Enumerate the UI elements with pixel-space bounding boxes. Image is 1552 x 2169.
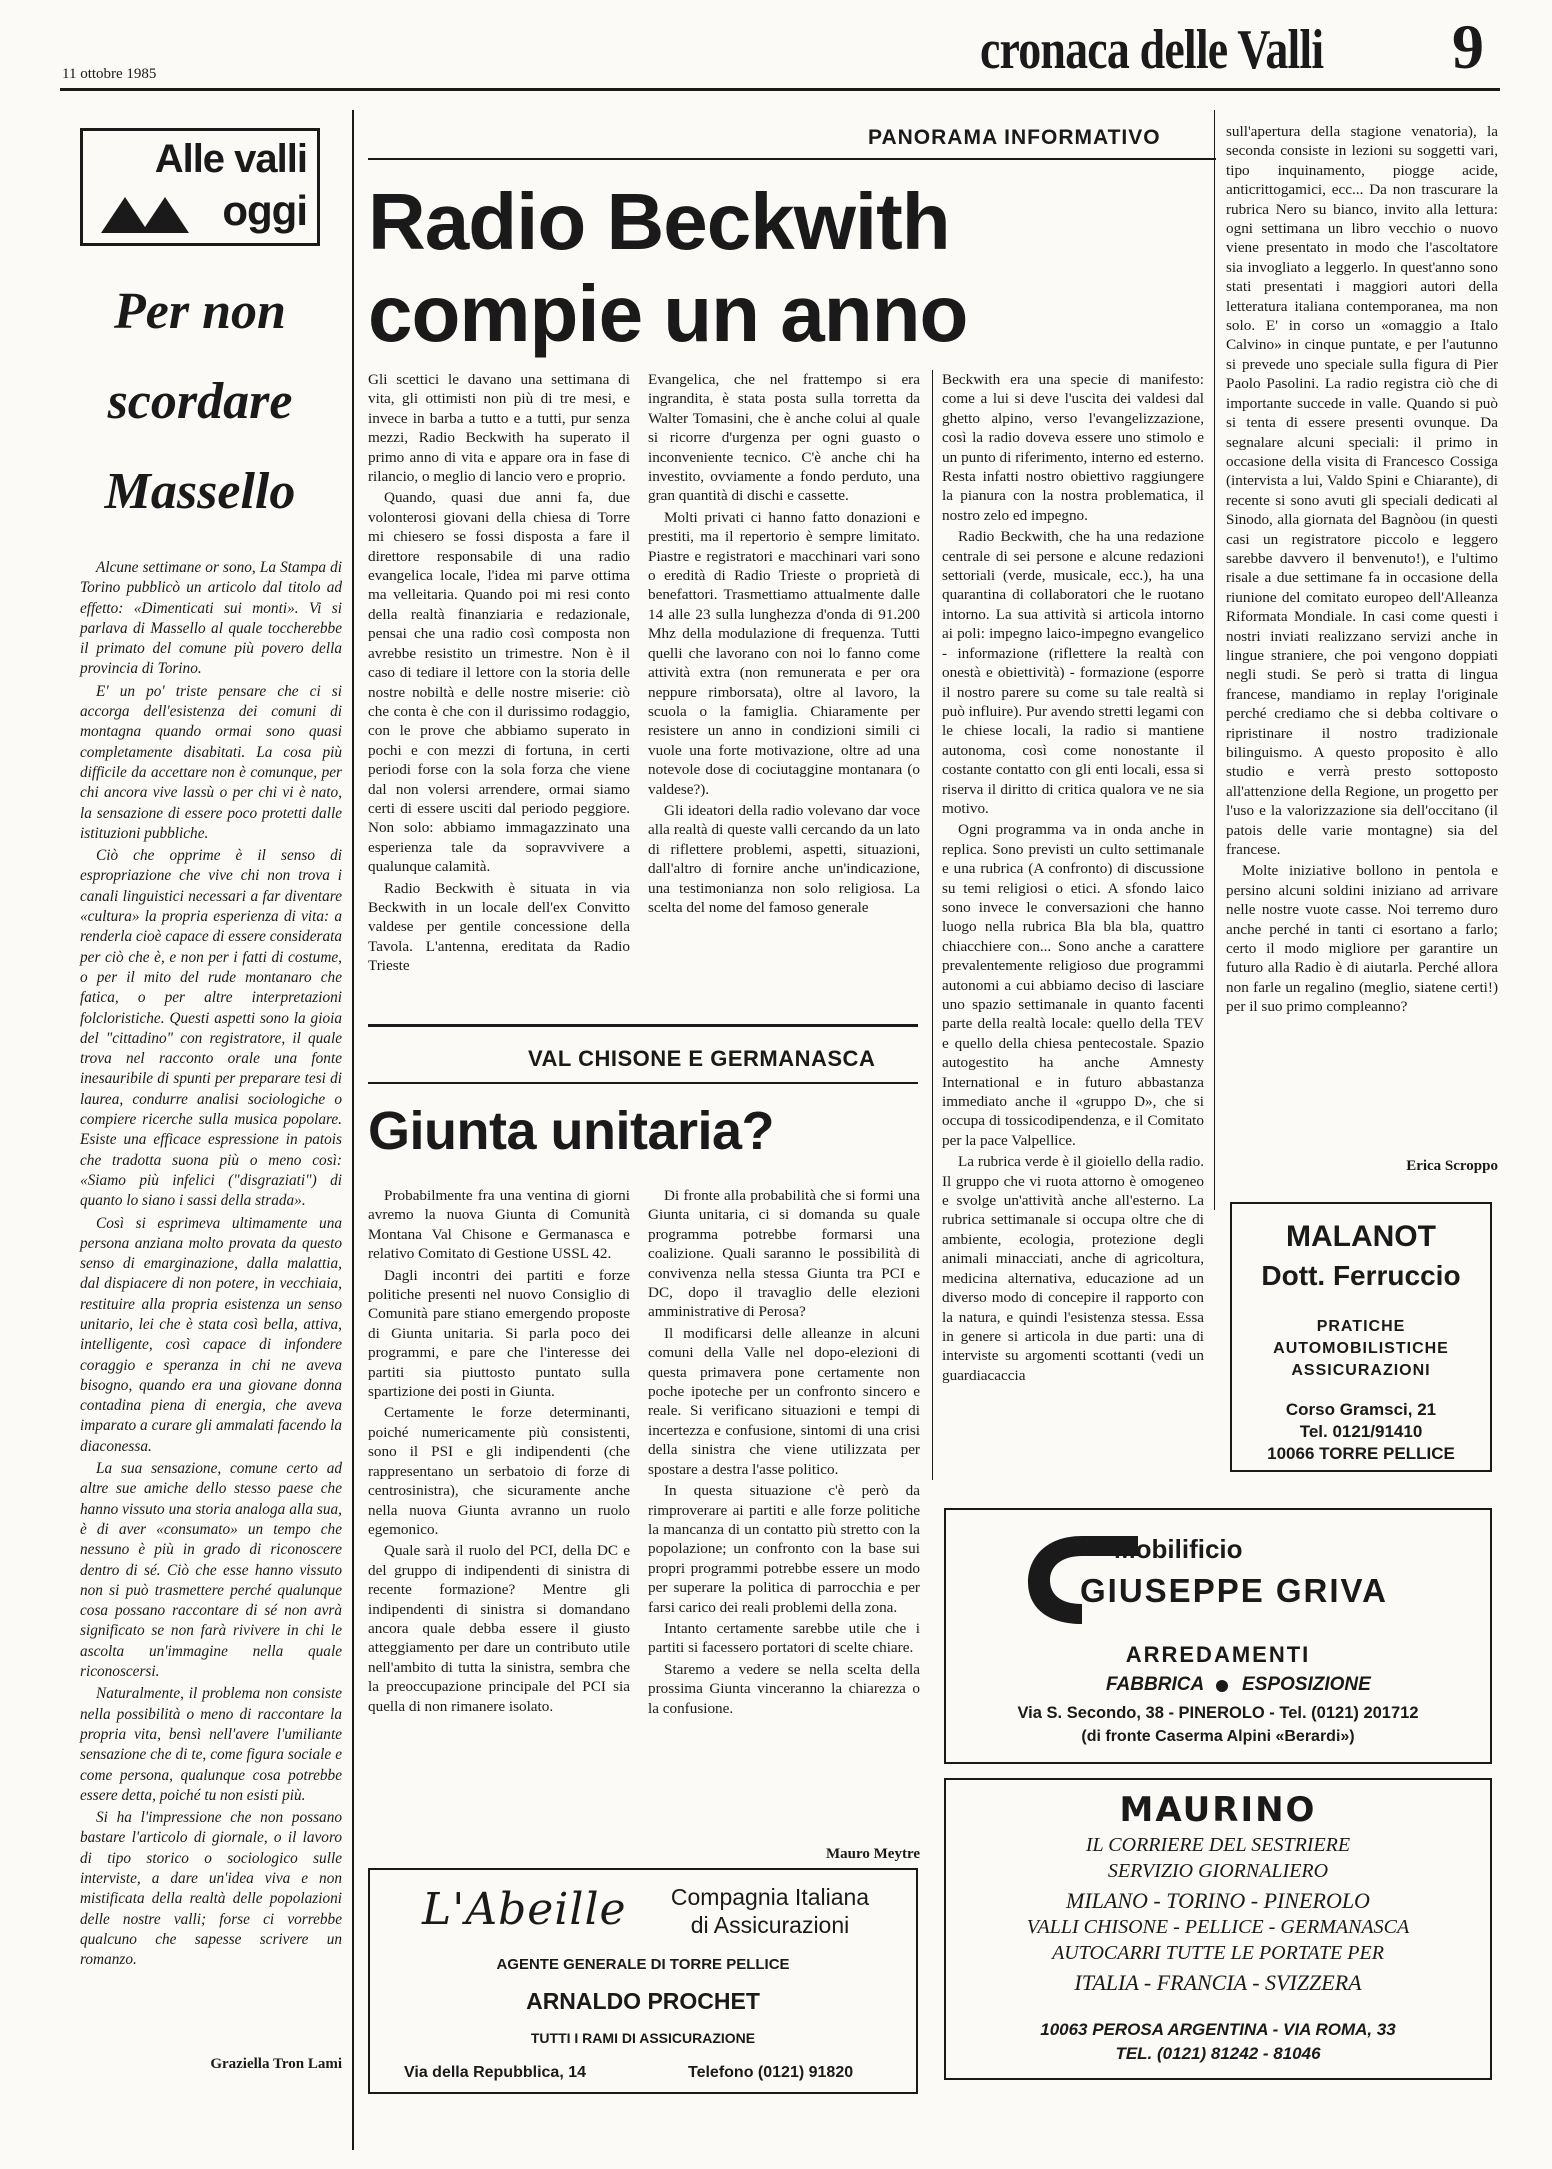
giunta-article-author: Mauro Meytre xyxy=(826,1846,920,1862)
left-article-title-line3: Massello xyxy=(104,463,296,520)
paragraph: La rubrica verde è il gioiello della radio. Il gruppo che vi ruota attorno è omogeneo e svolge un'attività anche all'esterno. La rubrica settimanale si occupa oltre che di ambiente, ecologia, protezione degli animali minacciati, anche di agricoltura, medicina alternativa, educazione ad un diverso modo di concepire il rapporto con la natura, e quindi l'esistenza stessa. Essa in genere si articola in due parti: una di interviste su argomenti scottanti (vedi un guardiacaccia xyxy=(942,1153,1204,1384)
abeille-agency: AGENTE GENERALE DI TORRE PELLICE xyxy=(496,1956,790,1973)
page-number: 9 xyxy=(1452,11,1484,82)
paragraph: sull'apertura della stagione venatoria), la seconda consiste in lezioni su soggetti vari, tipo inquinamento, piogge acide, anticrittogamici, ecc... Da non trascurare la rubrica Nero su bianco, invito alla lettura: ogni settimana un libro vecchio o nuovo viene presentato in modo che l'ascoltatore sia invogliato a leggerlo. In quest'anno sono stati presentati i maggiori autori della letteratura italiana contemporanea, ma non solo. E' in corso un «omaggio a Italo Calvino» in cinque puntate, e per l'autunno si prevede uno speciale sulla figura di Pier Paolo Pasolini. La radio registra ciò che di importante succede in valle. Quando si può si tenta di essere presenti ovunque. Da segnalare alcuni speciali: il primo in occasione della visita di Francesco Cossiga (intervista a lui, Valdo Spini e Chiarante), di recente si sono avuti gli speciali dedicati al Sinodo, alla giornata del Bagnòou (in questi casi un registratore piccolo e leggero sarebbe davvero il benvenuto!), e l'ultimo risale a due settimane fa in occasione della riunione del comitato europeo dell'Alleanza Riformata Mondiale. In casi come questi i nostri inviati realizzano servizi anche in lingue straniere, che poi vengono doppiati negli studi. Se però si tratta di lingua francese, mandiamo in replay l'originale perché crediamo che si debba coltivare o ripristinare il nostro tradizionale bilinguismo. A questo proposito è allo studio e verrà presto sottoposto all'attenzione della Regione, un progetto per l'uso e la valorizzazione sia dell'occitano (il patois delle varie montagne) sia del francese. xyxy=(1226,123,1498,859)
paragraph: Ogni programma va in onda anche in replica. Sono previsti un culto settimanale e una rubrica (A confronto) di discussione su temi religiosi o etici. A sfondo laico sono invece le conversazioni che hanno luogo nella rubrica Bla bla bla, quattro chiacchiere con... Sono anche a carattere prevalentemente religioso due programmi autonomi a cui abbiamo deciso di lasciare uno spazio settimanale in quanto facenti parte della realtà locale: quello della TEV e quello della chiesa pentecostale. Spazio autogestito ha anche Amnesty International e in futuro abbastanza immediato anche il «gruppo D», che si occupa di tossicodipendenza, e il Comitato per la pace Valpellice. xyxy=(942,821,1204,1149)
radio-article-author: Erica Scroppo xyxy=(1406,1158,1498,1174)
radio-kicker: PANORAMA INFORMATIVO xyxy=(868,126,1161,149)
radio-col-divider xyxy=(932,370,933,1480)
paragraph: Ciò che opprime è il senso di espropriazione che vive chi non trova i canali linguistici necessari a far diventare «cultura» la propria esperienza di vita: a renderla cioè capace di essere considerata per ciò che è, e non per i fatti di costume, o per il mito del rude montanaro che fatica, o per altre interpretazioni folcloristiche. Questi aspetti sono la gioia del "cittadino" con registratore, il quale trova nel racconto orale una fonte inesauribile di spunti per preparare tesi di laurea, condurre analisi sociologiche o compiere ricerche sulla musica popolare. Esiste una efficace espressione in patois che tradotta suona più o meno così: «Siamo più infelici ("disgraziati") di quanto lo siano i sassi della strada». xyxy=(80,847,342,1210)
logo-text-line1: Alle valli xyxy=(154,137,307,181)
paragraph: Dagli incontri dei partiti e forze politiche presenti nel nuovo Consiglio di Comunità pare stiano emergendo proposte di Giunta unitaria. Si parla poco dei programmi, e pare che l'interesse dei partiti sia piuttosto puntato sulla spartizione dei posti in Giunta. xyxy=(368,1266,630,1401)
paragraph: Certamente le forze determinanti, poiché numericamente più consistenti, sono il PSI e gli indipendenti (che rappresentano un serbatoio di forze di centrosinistra), che sicuramente anche nella nuova Giunta avranno un ruolo egemonico. xyxy=(368,1404,630,1538)
paragraph: In questa situazione c'è però da rimproverare ai partiti e alle forze politiche la mancanza di un contatto più stretto con la popolazione; un confronto con la base sui propri programmi potrebbe essere un modo per superare la politica di parrocchia e per farsi carico dei reali problemi della zona. xyxy=(648,1482,920,1616)
griva-sub-left: FABBRICA xyxy=(1106,1674,1205,1695)
left-article-title-line2: scordare xyxy=(107,373,293,430)
abeille-logo: L'Abeille xyxy=(422,1884,627,1935)
griva-address: Via S. Secondo, 38 - PINEROLO - Tel. (0121) 201712 xyxy=(1017,1704,1419,1722)
abeille-phone: Telefono (0121) 91820 xyxy=(688,2064,854,2081)
paragraph: Molti privati ci hanno fatto donazioni e prestiti, ma il repertorio è sempre limitato. Piastre e registratori e macchinari vari sono o eredità di Radio Trieste o proprietà di benefattori. Trasmettiamo attualmente dalle 14 alle 23 sulla lunghezza d'onda di 91.200 Mhz della modulazione di frequenza. Tutti quelli che lavorano con noi lo fanno come attività extra (non remunerata e per ora neppure rimborsata), oltre al lavoro, la scuola o la famiglia. Chiaramente per resistere un anno in condizioni simili ci vuole una forte motivazione, oltre ad una notevole dose di cociutaggine montanara (o valdese?). xyxy=(648,508,920,798)
malanot-subtitle: Dott. Ferruccio xyxy=(1261,1260,1461,1291)
maurino-line5: AUTOCARRI TUTTE LE PORTATE PER xyxy=(1052,1942,1384,1964)
maurino-line1: IL CORRIERE DEL SESTRIERE xyxy=(1085,1834,1351,1856)
giunta-kicker: VAL CHISONE E GERMANASCA xyxy=(528,1046,876,1071)
abeille-branches: TUTTI I RAMI DI ASSICURAZIONE xyxy=(530,2030,756,2046)
paragraph: Alcune settimane or sono, La Stampa di Torino pubblicò un articolo dal titolo ad effetto: «Dimenticati sui monti». Vi si parlava di Massello al quale toccherebbe il primato del comune più povero della provincia di Torino. xyxy=(80,559,342,678)
paragraph: Di fronte alla probabilità che si formi una Giunta unitaria, ci si domanda su quale programma potrebbe formarsi una coalizione. Quali saranno le possibilità di convivenza nella stessa Giunta tra PCI e DC, dopo il travaglio delle elezioni amministrative di Perosa? xyxy=(648,1187,920,1321)
paragraph: Si ha l'impressione che non possano bastare l'articolo di giornale, o il lavoro di tipo storico o sociologico sulle interviste, a dare un'idea viva e non mistificata della realtà delle popolazioni delle nostre valli; forse ci vorrebbe qualcuno che sapesse scrivere un romanzo. xyxy=(80,1809,342,1969)
paragraph: Gli ideatori della radio volevano dar voce alla realtà di queste valli cercando da un lato di riflettere problemi, aspetti, situazioni, dall'altro di fornire anche un'indicazione, una testimonianza non solo religiosa. La scelta del nome del famoso generale xyxy=(648,801,920,916)
paragraph: Intanto certamente sarebbe utile che i partiti si facessero portatori di scelte chiare. xyxy=(648,1619,920,1657)
radio-body-col3 xyxy=(942,370,1204,1387)
radio-body-col4 xyxy=(1226,122,1498,1019)
ad-griva xyxy=(944,1508,1492,1764)
left-article-body xyxy=(80,558,342,1972)
giunta-body-col2 xyxy=(648,1186,920,1720)
maurino-line3: MILANO - TORINO - PINEROLO xyxy=(1066,1888,1370,1913)
radio-title-line1: Radio Beckwith xyxy=(368,177,950,266)
giunta-kicker-rule xyxy=(368,1082,918,1084)
radio-body-col1 xyxy=(368,370,630,978)
paragraph: Così si esprimeva ultimamente una persona anziana molto provata da questo senso di emarginazione, dalla malattia, dal dispiacere di non potere, in vecchiaia, restituire alla propria esistenza un senso unitario, lei che è stata così bella, attiva, intelligente, così capace di infondere coraggio e speranza in chi ne aveva bisogno, quando era una giovane donna contadina piena di energia, che aveva imparato a curare gli ammalati facendo la diaconessa. xyxy=(80,1214,342,1455)
malanot-city: 10066 TORRE PELLICE xyxy=(1267,1444,1455,1463)
mountains-icon xyxy=(101,193,193,233)
griva-note: (di fronte Caserma Alpini «Berardi») xyxy=(1081,1728,1355,1745)
giunta-title: Giunta unitaria? xyxy=(368,1101,775,1161)
bullet-icon xyxy=(1216,1680,1228,1692)
paragraph: Radio Beckwith, che ha una redazione centrale di sei persone e alcune redazioni settoriali (verde, musicale, ecc.), ha una quarantina di collaboratori che le ruotano intorno. La sua attività si articola intorno ai poli: impegno laico-impegno evangelico - informazione (riflettere la realtà con onestà e obiettività) - formazione (esporre il nostro parere su come su tale realtà si può influire). Pur avendo stretti legami con le chiese locali, la radio si mantiene autonoma, così come nonostante il costante contatto con gli enti locali, essa si riserva il diritto di critica qualora ve ne sia motivo. xyxy=(942,528,1204,817)
paragraph: Evangelica, che nel frattempo si era ingrandita, è stata posta sulla torretta da Walter Tomasini, che è anche colui al quale si ricorre d'urgenza per ogni guasto o inconveniente tecnico. C'è anche chi ha investito, ovviamente a fondo perduto, una gran quantità di dischi e cassette. xyxy=(648,371,920,505)
maurino-line4: VALLI CHISONE - PELLICE - GERMANASCA xyxy=(1026,1916,1410,1938)
giunta-body-col1 xyxy=(368,1186,630,1718)
malanot-name: MALANOT xyxy=(1286,1220,1436,1253)
paragraph: Staremo a vedere se nella scelta della prossima Giunta vinceranno la chiarezza o la confusione. xyxy=(648,1660,920,1717)
maurino-address: 10063 PEROSA ARGENTINA - VIA ROMA, 33 xyxy=(1040,2020,1396,2039)
left-article-author: Graziella Tron Lami xyxy=(210,2056,342,2072)
right-column-divider xyxy=(1214,110,1215,1210)
paragraph: Radio Beckwith è situata in via Beckwith in un locale dell'ex Convitto valdese per gentile concessione della Tavola. L'antenna, ereditata da Radio Trieste xyxy=(368,879,630,975)
griva-brand-small: Mobilificio xyxy=(1114,1534,1243,1564)
malanot-service-2: AUTOMOBILISTICHE xyxy=(1273,1340,1449,1357)
malanot-service-1: PRATICHE xyxy=(1316,1318,1406,1335)
paragraph: E' un po' triste pensare che ci si accorga dell'esistenza dei comuni di montagna quando ormai sono quasi completamente disabitati. La cosa più difficile da accettare non è comunque, per chi ancora vive lassù o per chi vi è nato, la sensazione di essere poco protetti dalle istituzioni pubbliche. xyxy=(80,682,342,842)
maurino-line6: ITALIA - FRANCIA - SVIZZERA xyxy=(1074,1970,1362,1995)
paragraph: Beckwith era una specie di manifesto: come a lui si deve l'uscita dei valdesi dal ghetto alpino, verso l'evangelizzazione, così la radio doveva essere uno stimolo e un punto di riferimento, interno ed esterno. Resta infatti nostro obiettivo raggiungere la pianura con la nostra problematica, il nostro zelo ed impegno. xyxy=(942,371,1204,524)
maurino-name: MAURINO xyxy=(1119,1790,1317,1830)
issue-date: 11 ottobre 1985 xyxy=(62,66,157,82)
column-divider xyxy=(352,110,354,2150)
ad-malanot xyxy=(1230,1202,1492,1472)
ad-abeille xyxy=(368,1868,918,2094)
section-logo-box xyxy=(80,128,320,246)
paragraph: Quale sarà il ruolo del PCI, della DC e del gruppo di indipendenti di sinistra di recente formazione? Mentre gli indipendenti di sinistra si domandano ancora quale debba essere il giusto atteggiamento per dare un contributo utile nell'ambito di tutta la sinistra, sembra che la preoccupazione principale del PCI sia quella di non rimanere isolato. xyxy=(368,1542,630,1715)
abeille-company-2: di Assicurazioni xyxy=(690,1912,850,1938)
left-article-title-line1: Per non xyxy=(114,283,286,340)
masthead-title: cronaca delle Valli xyxy=(980,19,1324,81)
kicker-rule xyxy=(368,158,1216,160)
giunta-top-rule xyxy=(368,1024,918,1027)
abeille-company-1: Compagnia Italiana xyxy=(670,1884,870,1910)
masthead-rule xyxy=(60,88,1500,91)
paragraph: Il modificarsi delle alleanze in alcuni comuni della Valle nel dopo-elezioni di questa primavera pone certamente non poche ipoteche per un confronto sincero e reale. Si verificano situazioni e tempi di incertezza e confusione, sintomi di una crisi della sinistra che viene utilizzata per spostare a destra l'asse politico. xyxy=(648,1324,920,1478)
radio-title-line2: compie un anno xyxy=(368,269,968,358)
griva-sub-right: ESPOSIZIONE xyxy=(1242,1674,1371,1695)
radio-body-col2 xyxy=(648,370,920,919)
paragraph: Molte iniziative bollono in pentola e persino alcuni soldini iniziano ad arrivare nelle nostre vuote casse. Noi terremo duro anche perché in tanti ci esortano a farlo; certo il modo migliore per garantire un futuro alla Radio è di aiutarla. Perché allora non farle un regalino (meglio, siatene certi!) per il suo primo compleanno? xyxy=(1226,862,1498,1016)
paragraph: La sua sensazione, comune certo ad altre sue amiche dello stesso paese che hanno vissuto una storia analoga alla sua, è di aver «consumato» un tempo che nessuno è più in grado di riconoscere dentro di sé. Ciò che esse hanno vissuto non si può trasmettere perché qualunque cosa possano raccontare di sé non avrà significato se non farà rivivere in chi le ascolta un'immagine nella quale riconoscersi. xyxy=(80,1460,342,1681)
ad-maurino xyxy=(944,1778,1492,2080)
maurino-phone: TEL. (0121) 81242 - 81046 xyxy=(1115,2044,1321,2063)
paragraph: Gli scettici le davano una settimana di vita, gli ottimisti non più di tre mesi, e invece in barba a tutto e a tutti, pur senza mezzi, Radio Beckwith ha superato il primo anno di vita e appare ora in fase di rilancio, o meglio di lancio vero e proprio. xyxy=(368,371,630,486)
abeille-agent: ARNALDO PROCHET xyxy=(526,1988,760,2014)
abeille-address: Via della Repubblica, 14 xyxy=(404,2064,586,2081)
malanot-address: Corso Gramsci, 21 xyxy=(1285,1400,1437,1419)
paragraph: Naturalmente, il problema non consiste nella possibilità o meno di raccontare la propria vita, bensì nell'avere l'umiliante sensazione che di te, come figura sociale e come persona, qualunque cosa potrebbe essere detta, poiché tu non esisti più. xyxy=(80,1685,342,1804)
griva-headline: ARREDAMENTI xyxy=(1125,1642,1311,1667)
malanot-service-3: ASSICURAZIONI xyxy=(1291,1362,1431,1379)
paragraph: Quando, quasi due anni fa, due volonterosi giovani della chiesa di Torre mi chiesero se fossi disposta a fare il direttore responsabile di una radio evangelica locale, l'idea mi parve ottima ma velleitaria. Quando poi mi resi conto della realtà finanziaria e redazionale, pensai che una radio così composta non avrebbe resistito un trimestre. Non è il caso di tediare il lettore con la storia delle nostre nobiltà e delle nostre miserie: ciò che conta è che con il durissimo rodaggio, con le prove che abbiamo superato in pochi e con mezzi di fortuna, in certi periodi forse con la sola forza che viene dal non volersi arrendere, ormai siamo certi di essere usciti dal periodo peggiore. Non solo: abbiamo immagazzinato una esperienza tale da sopravvivere a qualunque calamità. xyxy=(368,489,630,876)
griva-brand-big: GIUSEPPE GRIVA xyxy=(1080,1572,1388,1609)
maurino-line2: SERVIZIO GIORNALIERO xyxy=(1107,1860,1329,1882)
logo-text-line2: oggi xyxy=(222,187,307,234)
malanot-phone: Tel. 0121/91410 xyxy=(1299,1422,1423,1441)
paragraph: Probabilmente fra una ventina di giorni avremo la nuova Giunta di Comunità Montana Val Chisone e Germanasca e relativo Comitato di Gestione USSL 42. xyxy=(368,1187,630,1263)
